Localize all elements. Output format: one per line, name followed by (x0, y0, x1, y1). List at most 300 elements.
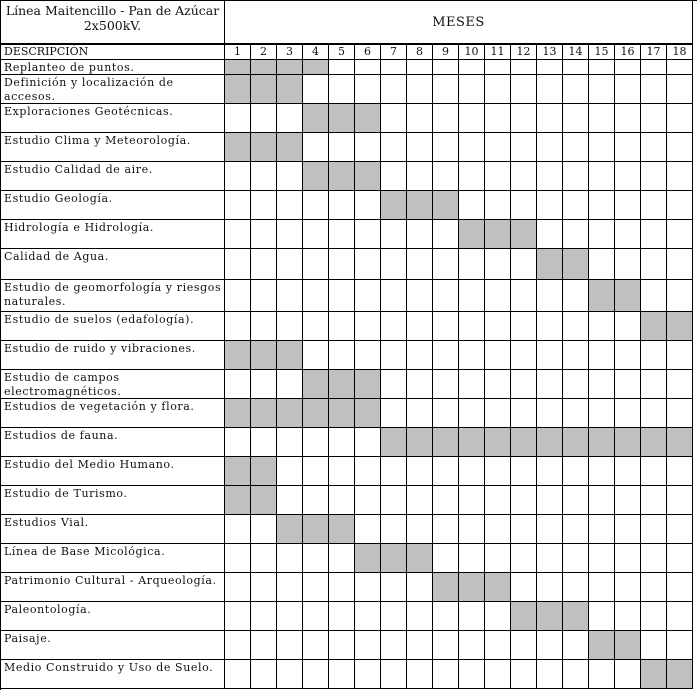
scheduled-month-cell (225, 75, 251, 104)
month-cell (329, 280, 355, 312)
month-cell (433, 75, 459, 104)
month-cell (433, 515, 459, 544)
month-cell (433, 631, 459, 660)
month-cell (459, 75, 485, 104)
month-cell (459, 399, 485, 428)
month-cell (251, 602, 277, 631)
month-cell (667, 631, 693, 660)
scheduled-month-cell (303, 515, 329, 544)
month-cell (667, 515, 693, 544)
month-cell (537, 280, 563, 312)
month-cell (485, 602, 511, 631)
scheduled-month-cell (277, 60, 303, 75)
month-cell (277, 220, 303, 249)
month-cell (277, 457, 303, 486)
month-header-16: 16 (615, 45, 641, 60)
activity-label: Estudio de geomorfología y riesgos naturales. (1, 280, 225, 312)
month-cell (641, 162, 667, 191)
scheduled-month-cell (355, 399, 381, 428)
month-cell (641, 60, 667, 75)
month-cell (433, 220, 459, 249)
month-cell (511, 312, 537, 341)
month-cell (355, 220, 381, 249)
month-cell (381, 399, 407, 428)
month-cell (251, 631, 277, 660)
month-cell (563, 104, 589, 133)
month-cell (485, 341, 511, 370)
month-cell (589, 191, 615, 220)
month-cell (225, 312, 251, 341)
month-cell (251, 428, 277, 457)
month-cell (459, 249, 485, 280)
month-cell (641, 75, 667, 104)
month-cell (485, 515, 511, 544)
month-cell (225, 104, 251, 133)
month-cell (355, 341, 381, 370)
month-cell (329, 191, 355, 220)
month-cell (641, 486, 667, 515)
month-cell (589, 104, 615, 133)
scheduled-month-cell (225, 399, 251, 428)
month-cell (225, 573, 251, 602)
month-cell (303, 428, 329, 457)
scheduled-month-cell (251, 133, 277, 162)
month-cell (615, 544, 641, 573)
month-cell (433, 544, 459, 573)
month-cell (225, 515, 251, 544)
month-cell (381, 60, 407, 75)
month-cell (381, 280, 407, 312)
month-cell (459, 341, 485, 370)
month-cell (537, 486, 563, 515)
month-cell (407, 341, 433, 370)
scheduled-month-cell (329, 515, 355, 544)
activity-label: Paisaje. (1, 631, 225, 660)
month-cell (485, 104, 511, 133)
scheduled-month-cell (615, 280, 641, 312)
month-cell (667, 280, 693, 312)
month-cell (407, 220, 433, 249)
month-cell (511, 104, 537, 133)
month-cell (303, 312, 329, 341)
scheduled-month-cell (251, 75, 277, 104)
month-cell (511, 280, 537, 312)
month-cell (563, 660, 589, 689)
activity-label: Calidad de Agua. (1, 249, 225, 280)
month-cell (381, 660, 407, 689)
month-cell (511, 60, 537, 75)
scheduled-month-cell (459, 220, 485, 249)
month-cell (459, 544, 485, 573)
month-cell (459, 191, 485, 220)
scheduled-month-cell (589, 631, 615, 660)
month-cell (381, 133, 407, 162)
month-cell (641, 602, 667, 631)
month-header-4: 4 (303, 45, 329, 60)
month-cell (251, 162, 277, 191)
month-cell (225, 191, 251, 220)
month-cell (667, 370, 693, 399)
month-cell (355, 312, 381, 341)
month-cell (589, 220, 615, 249)
month-cell (667, 573, 693, 602)
month-cell (459, 631, 485, 660)
month-cell (511, 75, 537, 104)
month-cell (277, 660, 303, 689)
month-cell (329, 133, 355, 162)
month-cell (485, 631, 511, 660)
activity-label: Medio Construido y Uso de Suelo. (1, 660, 225, 689)
month-cell (303, 544, 329, 573)
month-cell (485, 370, 511, 399)
month-header-9: 9 (433, 45, 459, 60)
month-cell (355, 486, 381, 515)
month-cell (381, 162, 407, 191)
scheduled-month-cell (329, 399, 355, 428)
month-cell (329, 341, 355, 370)
scheduled-month-cell (459, 573, 485, 602)
month-cell (589, 602, 615, 631)
month-cell (641, 370, 667, 399)
scheduled-month-cell (277, 399, 303, 428)
month-cell (329, 60, 355, 75)
month-cell (277, 104, 303, 133)
month-cell (381, 370, 407, 399)
activity-label: Replanteo de puntos. (1, 60, 225, 75)
activity-label: Estudio Clima y Meteorología. (1, 133, 225, 162)
month-cell (641, 399, 667, 428)
month-cell (563, 457, 589, 486)
month-cell (329, 75, 355, 104)
month-cell (537, 104, 563, 133)
scheduled-month-cell (277, 133, 303, 162)
month-cell (537, 573, 563, 602)
scheduled-month-cell (589, 428, 615, 457)
activity-label: Definición y localización de accesos. (1, 75, 225, 104)
month-cell (615, 191, 641, 220)
scheduled-month-cell (225, 457, 251, 486)
month-cell (537, 544, 563, 573)
month-cell (303, 191, 329, 220)
month-cell (589, 75, 615, 104)
month-cell (589, 162, 615, 191)
month-header-8: 8 (407, 45, 433, 60)
month-cell (407, 60, 433, 75)
month-cell (433, 399, 459, 428)
activity-label: Patrimonio Cultural - Arqueología. (1, 573, 225, 602)
month-cell (303, 486, 329, 515)
month-cell (381, 573, 407, 602)
month-cell (277, 312, 303, 341)
month-cell (277, 544, 303, 573)
activity-label: Estudio Geología. (1, 191, 225, 220)
month-cell (537, 399, 563, 428)
description-header: DESCRIPCIÓN (1, 45, 225, 60)
month-cell (433, 249, 459, 280)
month-cell (485, 399, 511, 428)
month-cell (303, 660, 329, 689)
scheduled-month-cell (303, 162, 329, 191)
month-cell (615, 660, 641, 689)
month-cell (433, 486, 459, 515)
month-cell (459, 602, 485, 631)
month-header-13: 13 (537, 45, 563, 60)
scheduled-month-cell (329, 162, 355, 191)
month-cell (667, 544, 693, 573)
month-cell (537, 341, 563, 370)
activity-label: Estudio Calidad de aire. (1, 162, 225, 191)
month-cell (667, 133, 693, 162)
scheduled-month-cell (407, 191, 433, 220)
month-cell (589, 486, 615, 515)
month-cell (277, 428, 303, 457)
month-cell (251, 573, 277, 602)
month-header-7: 7 (381, 45, 407, 60)
month-cell (303, 75, 329, 104)
month-cell (381, 104, 407, 133)
month-cell (303, 631, 329, 660)
month-cell (277, 280, 303, 312)
month-cell (303, 602, 329, 631)
scheduled-month-cell (459, 428, 485, 457)
month-cell (407, 573, 433, 602)
month-cell (355, 602, 381, 631)
month-cell (641, 133, 667, 162)
month-cell (641, 104, 667, 133)
month-cell (433, 104, 459, 133)
month-cell (277, 370, 303, 399)
month-cell (355, 75, 381, 104)
scheduled-month-cell (589, 280, 615, 312)
month-cell (667, 60, 693, 75)
month-cell (277, 631, 303, 660)
scheduled-month-cell (303, 60, 329, 75)
month-cell (329, 573, 355, 602)
month-cell (355, 249, 381, 280)
month-cell (537, 515, 563, 544)
month-cell (589, 370, 615, 399)
month-cell (667, 162, 693, 191)
month-cell (277, 486, 303, 515)
scheduled-month-cell (251, 399, 277, 428)
month-cell (329, 631, 355, 660)
month-cell (537, 370, 563, 399)
month-cell (459, 312, 485, 341)
scheduled-month-cell (563, 249, 589, 280)
month-cell (225, 280, 251, 312)
month-cell (355, 515, 381, 544)
scheduled-month-cell (667, 660, 693, 689)
month-cell (511, 631, 537, 660)
month-header-2: 2 (251, 45, 277, 60)
month-cell (407, 486, 433, 515)
scheduled-month-cell (303, 104, 329, 133)
month-cell (329, 428, 355, 457)
scheduled-month-cell (407, 428, 433, 457)
scheduled-month-cell (667, 312, 693, 341)
scheduled-month-cell (381, 428, 407, 457)
scheduled-month-cell (251, 457, 277, 486)
month-cell (537, 220, 563, 249)
month-cell (511, 544, 537, 573)
month-cell (511, 457, 537, 486)
month-cell (407, 312, 433, 341)
month-header-14: 14 (563, 45, 589, 60)
month-cell (329, 544, 355, 573)
scheduled-month-cell (641, 428, 667, 457)
month-cell (641, 631, 667, 660)
activity-label: Estudio de campos electromagnéticos. (1, 370, 225, 399)
month-cell (511, 191, 537, 220)
scheduled-month-cell (355, 104, 381, 133)
month-cell (459, 515, 485, 544)
month-cell (615, 602, 641, 631)
month-cell (667, 75, 693, 104)
scheduled-month-cell (511, 602, 537, 631)
activity-label: Hidrología e Hidrología. (1, 220, 225, 249)
month-cell (381, 515, 407, 544)
month-cell (485, 162, 511, 191)
month-cell (615, 220, 641, 249)
month-header-18: 18 (667, 45, 693, 60)
month-cell (589, 341, 615, 370)
month-cell (641, 191, 667, 220)
month-cell (433, 341, 459, 370)
month-cell (251, 280, 277, 312)
scheduled-month-cell (511, 220, 537, 249)
month-cell (563, 631, 589, 660)
scheduled-month-cell (355, 370, 381, 399)
month-cell (537, 631, 563, 660)
month-cell (407, 249, 433, 280)
month-cell (511, 399, 537, 428)
month-cell (251, 544, 277, 573)
scheduled-month-cell (225, 341, 251, 370)
month-cell (615, 162, 641, 191)
scheduled-month-cell (381, 191, 407, 220)
month-cell (251, 104, 277, 133)
month-cell (329, 660, 355, 689)
month-cell (563, 486, 589, 515)
month-cell (615, 370, 641, 399)
month-cell (615, 75, 641, 104)
month-cell (407, 162, 433, 191)
month-cell (459, 660, 485, 689)
month-cell (329, 602, 355, 631)
activity-label: Estudio del Medio Humano. (1, 457, 225, 486)
month-cell (407, 602, 433, 631)
month-cell (615, 515, 641, 544)
month-cell (537, 133, 563, 162)
month-cell (277, 162, 303, 191)
month-cell (251, 515, 277, 544)
month-cell (329, 249, 355, 280)
month-cell (225, 660, 251, 689)
month-header-5: 5 (329, 45, 355, 60)
month-cell (355, 631, 381, 660)
month-cell (355, 280, 381, 312)
month-cell (563, 370, 589, 399)
scheduled-month-cell (537, 428, 563, 457)
month-cell (381, 312, 407, 341)
month-cell (589, 399, 615, 428)
month-cell (225, 370, 251, 399)
activity-label: Paleontología. (1, 602, 225, 631)
month-cell (225, 544, 251, 573)
month-cell (615, 133, 641, 162)
month-cell (563, 133, 589, 162)
scheduled-month-cell (485, 573, 511, 602)
month-cell (511, 486, 537, 515)
activity-label: Estudio de suelos (edafología). (1, 312, 225, 341)
activity-label: Estudios de vegetación y flora. (1, 399, 225, 428)
month-header-11: 11 (485, 45, 511, 60)
month-cell (615, 312, 641, 341)
month-cell (615, 60, 641, 75)
month-cell (303, 341, 329, 370)
month-cell (225, 428, 251, 457)
month-cell (667, 399, 693, 428)
month-cell (251, 220, 277, 249)
scheduled-month-cell (329, 370, 355, 399)
month-cell (563, 573, 589, 602)
month-cell (511, 162, 537, 191)
month-cell (485, 75, 511, 104)
month-cell (381, 249, 407, 280)
month-cell (433, 602, 459, 631)
month-cell (407, 370, 433, 399)
month-cell (277, 602, 303, 631)
month-cell (407, 280, 433, 312)
month-cell (589, 133, 615, 162)
month-cell (589, 544, 615, 573)
month-cell (407, 399, 433, 428)
scheduled-month-cell (667, 428, 693, 457)
month-cell (407, 104, 433, 133)
activity-label: Estudio de Turismo. (1, 486, 225, 515)
scheduled-month-cell (277, 75, 303, 104)
scheduled-month-cell (251, 60, 277, 75)
month-cell (485, 486, 511, 515)
month-cell (433, 280, 459, 312)
month-cell (355, 60, 381, 75)
month-cell (511, 341, 537, 370)
month-cell (355, 133, 381, 162)
month-cell (537, 660, 563, 689)
scheduled-month-cell (641, 660, 667, 689)
month-cell (459, 60, 485, 75)
month-cell (589, 312, 615, 341)
month-cell (459, 133, 485, 162)
month-cell (667, 602, 693, 631)
month-cell (641, 573, 667, 602)
activity-label: Línea de Base Micológica. (1, 544, 225, 573)
month-cell (563, 280, 589, 312)
scheduled-month-cell (277, 341, 303, 370)
month-cell (485, 544, 511, 573)
month-cell (459, 486, 485, 515)
scheduled-month-cell (615, 631, 641, 660)
month-cell (589, 573, 615, 602)
month-cell (511, 660, 537, 689)
scheduled-month-cell (641, 312, 667, 341)
month-cell (355, 428, 381, 457)
month-cell (381, 220, 407, 249)
month-cell (407, 457, 433, 486)
month-cell (433, 133, 459, 162)
month-cell (615, 249, 641, 280)
month-cell (641, 249, 667, 280)
